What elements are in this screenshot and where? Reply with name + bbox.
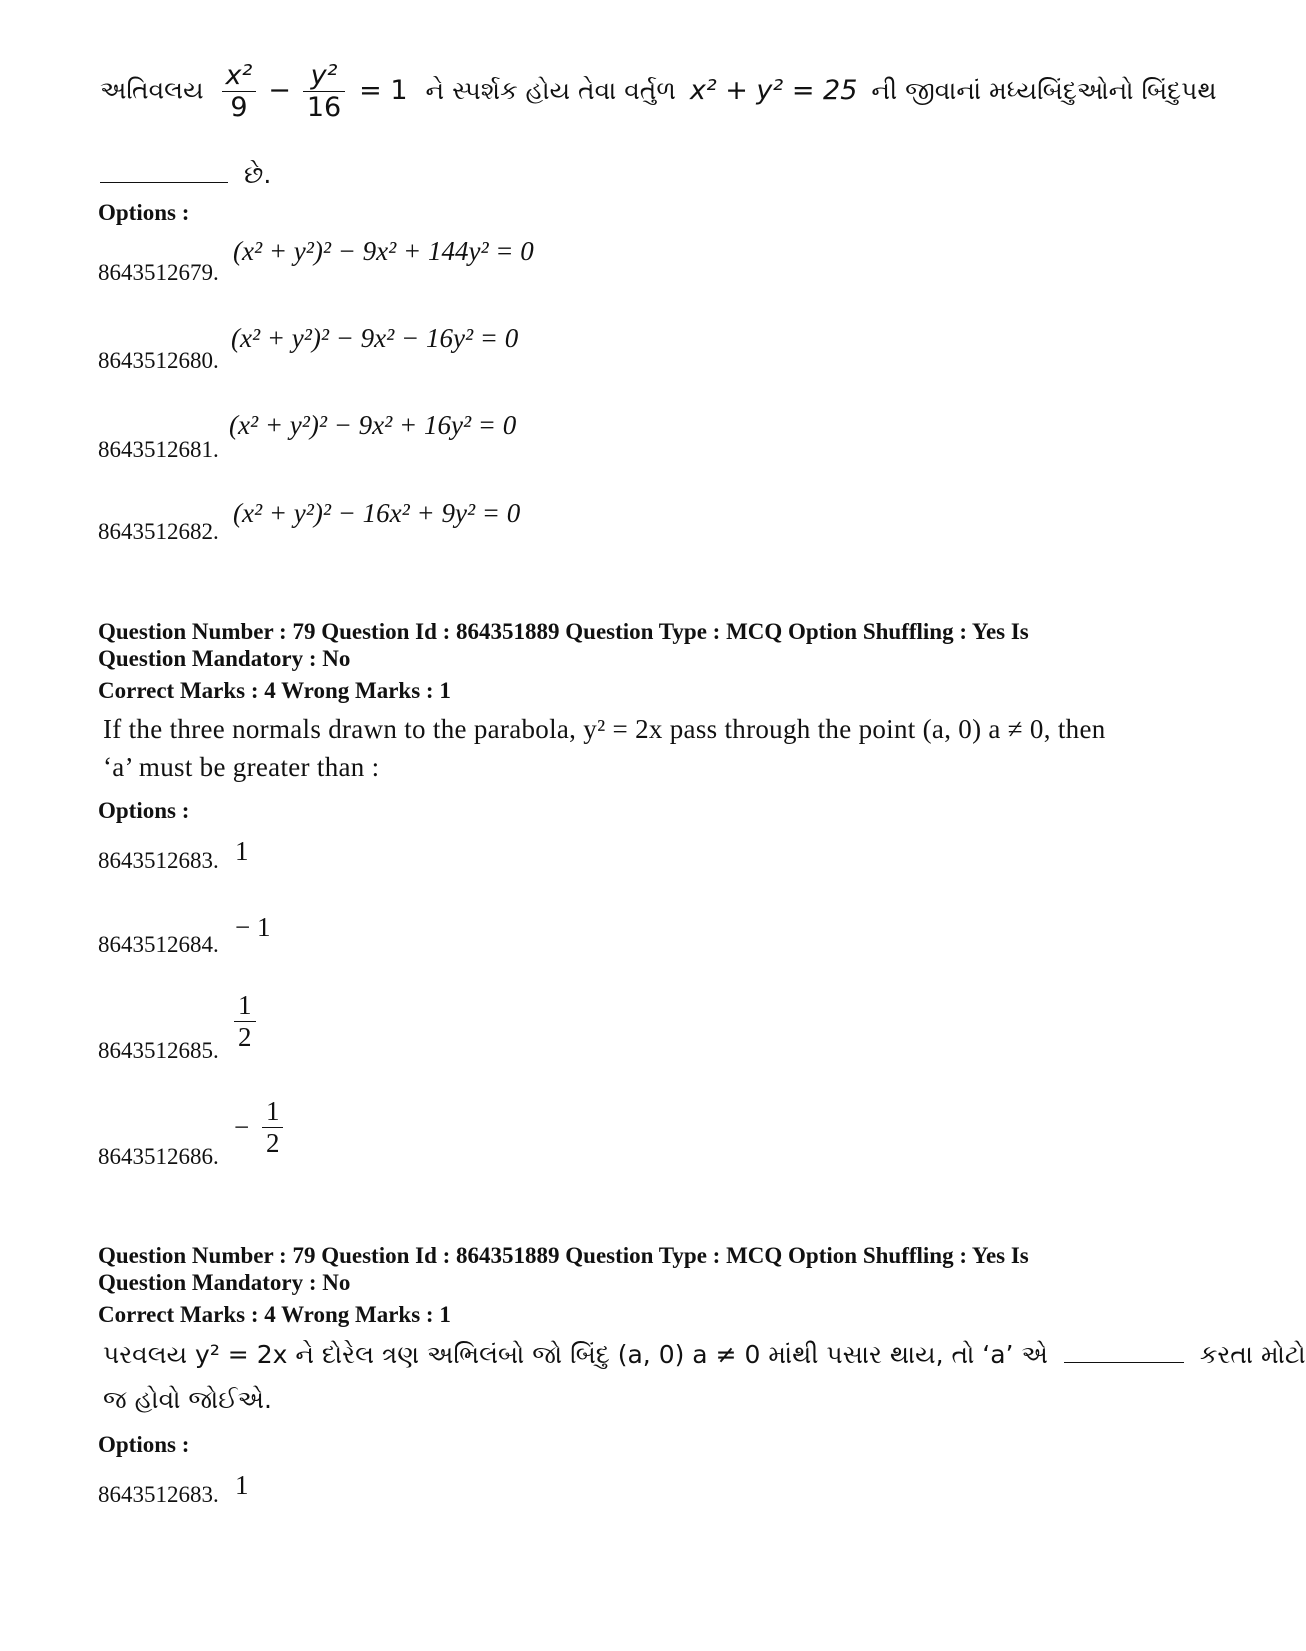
q1-option-2-expr[interactable]: (x² + y²)² − 9x² − 16y² = 0 xyxy=(231,323,519,353)
q1-option-3-expr[interactable]: (x² + y²)² − 9x² + 16y² = 0 xyxy=(229,410,517,440)
q1-minus: − xyxy=(268,74,291,106)
q1-fraction-y-num: y² xyxy=(310,60,338,91)
q3-statement-line1 xyxy=(103,1340,1306,1370)
q2-statement-line2: ‘a’ must be greater than : xyxy=(103,752,380,782)
q1-option-4-id: 8643512682. xyxy=(98,519,219,544)
q2-option-4-fraction xyxy=(262,1096,284,1159)
q1-circle-equation: x² + y² = 25 xyxy=(689,74,858,106)
q2-option-1-value[interactable]: 1 xyxy=(235,836,249,866)
q1-fraction-x xyxy=(222,60,257,123)
q1-option-4-expr[interactable]: (x² + y²)² − 16x² + 9y² = 0 xyxy=(233,498,521,528)
q1-option-1-id: 8643512679. xyxy=(98,260,219,285)
q1-option-2-id: 8643512680. xyxy=(98,348,219,373)
q1-prefix: અતિવલય xyxy=(100,75,204,105)
q3-option-1-value[interactable]: 1 xyxy=(235,1470,249,1500)
q1-text-mid: ને સ્પર્શક હોય તેવા વર્તુળ xyxy=(425,75,676,105)
q1-option-3-id: 8643512681. xyxy=(98,437,219,462)
q1-statement-line1 xyxy=(100,60,1217,123)
q2-marks: Correct Marks : 4 Wrong Marks : 1 xyxy=(98,678,451,703)
q2-option-4-id: 8643512686. xyxy=(98,1144,219,1169)
q1-eq-tail: = 1 xyxy=(359,74,408,106)
q2-option-4-value[interactable] xyxy=(234,1096,283,1159)
q2-header-line2: Question Mandatory : No xyxy=(98,646,351,671)
q3-marks: Correct Marks : 4 Wrong Marks : 1 xyxy=(98,1302,451,1327)
q2-option-4-sign: − xyxy=(234,1112,250,1142)
q3-option-1-id: 8643512683. xyxy=(98,1482,219,1507)
q2-option-2-value[interactable]: − 1 xyxy=(235,912,271,942)
q1-option-1-expr[interactable]: (x² + y²)² − 9x² + 144y² = 0 xyxy=(233,236,534,266)
q1-text-end: ની જીવાનાં મધ્યબિંદુઓનો બિંદુપથ xyxy=(871,75,1217,105)
q3-answer-blank xyxy=(1064,1342,1184,1363)
q2-options-label: Options : xyxy=(98,798,190,823)
q2-option-4-num: 1 xyxy=(265,1096,280,1126)
q3-header-line1: Question Number : 79 Question Id : 864351889 Question Type : MCQ Option Shuffling : Yes Is xyxy=(98,1243,1029,1268)
q1-fraction-y-den: 16 xyxy=(303,91,345,123)
q2-option-1-id: 8643512683. xyxy=(98,848,219,873)
q2-option-3-den: 2 xyxy=(234,1021,256,1053)
q1-line2-tail: છે. xyxy=(244,160,272,189)
q2-header-line1: Question Number : 79 Question Id : 864351889 Question Type : MCQ Option Shuffling : Yes Is xyxy=(98,619,1029,644)
q1-fraction-x-num: x² xyxy=(225,60,253,91)
q1-answer-blank xyxy=(100,158,228,183)
q2-option-3-fraction xyxy=(234,990,256,1053)
q1-fraction-y xyxy=(303,60,345,123)
q1-fraction-x-den: 9 xyxy=(222,91,257,123)
q1-options-label: Options : xyxy=(98,200,190,225)
q2-option-4-den: 2 xyxy=(262,1127,284,1159)
q3-statement-line2: જ હોવો જોઈએ. xyxy=(103,1385,272,1414)
q3-options-label: Options : xyxy=(98,1432,190,1457)
q2-option-2-id: 8643512684. xyxy=(98,932,219,957)
q2-option-3-num: 1 xyxy=(238,990,252,1020)
q3-statement-part-a: પરવલય y² = 2x ને દોરેલ ત્રણ અભિલંબો જો બિંદુ (a, 0) a ≠ 0 માંથી પસાર થાય, તો ‘a’ એ xyxy=(103,1340,1048,1369)
q1-statement-line2 xyxy=(100,158,271,190)
q2-option-3-id: 8643512685. xyxy=(98,1038,219,1063)
q2-option-3-value[interactable] xyxy=(234,990,256,1053)
q3-statement-part-b: કરતા મોટો xyxy=(1199,1340,1306,1369)
q3-header-line2: Question Mandatory : No xyxy=(98,1270,351,1295)
q2-statement-line1: If the three normals drawn to the parabola, y² = 2x pass through the point (a, 0) a ≠ 0, then xyxy=(103,714,1106,744)
